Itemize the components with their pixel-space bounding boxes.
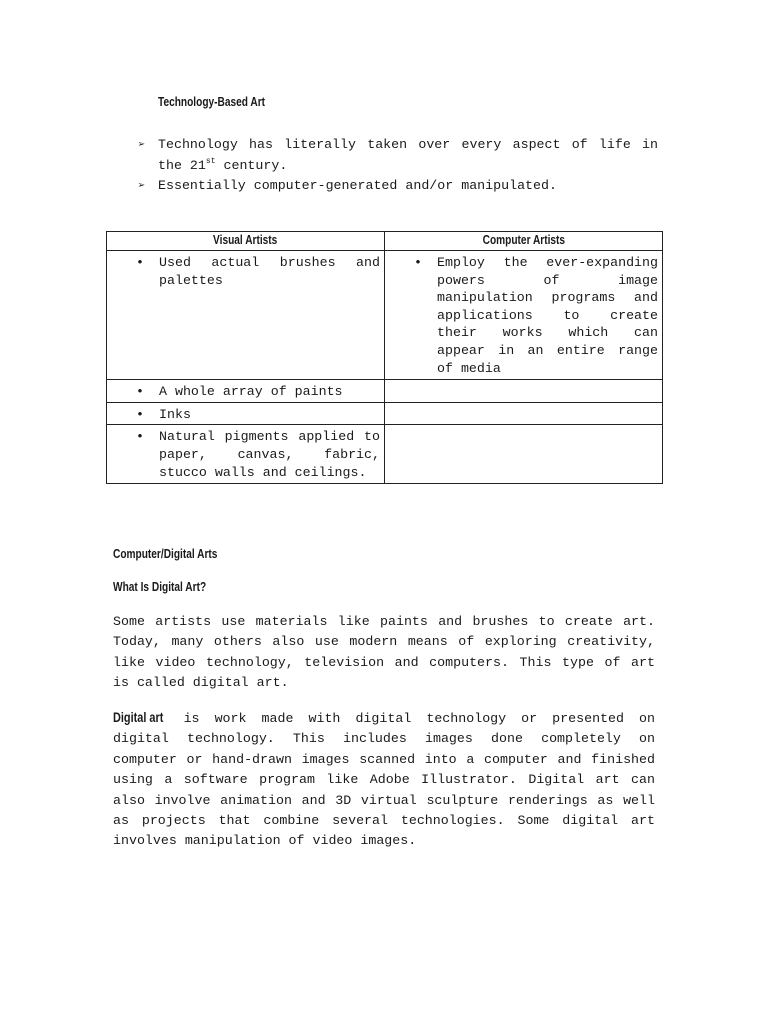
comparison-table [106,231,663,484]
table-header-row [107,232,663,251]
bullet-icon: • [136,255,144,270]
table-cell: • Inks [107,402,385,425]
list-item: ➢ Technology has literally taken over every aspect of life in the 21st century. [138,137,658,173]
table-cell: • Used actual brushes and palettes [107,251,385,380]
table-cell: • Employ the ever-expanding powers of image manipulation programs and applications to create their works which can appear in an entire range of media [385,251,663,380]
table-cell: • Natural pigments applied to paper, canvas, fabric, stucco walls and ceilings. [107,425,385,484]
list-item: ➢ Essentially computer-generated and/or manipulated. [138,176,658,197]
bullet-icon: • [136,406,144,422]
page-title: Technology-Based Art [158,94,266,109]
table-row [107,251,663,380]
arrow-bullet-icon: ➢ [138,138,146,152]
arrow-bullet-icon: ➢ [138,179,146,193]
table-row [107,425,663,484]
bullet-icon: • [414,255,422,270]
paragraph-lead-term: Digital art [113,709,164,725]
table-cell [385,380,663,403]
bullet-icon: • [136,429,144,445]
column-header: Visual Artists [107,232,385,251]
column-header: Computer Artists [385,232,663,251]
table-row [107,402,663,425]
intro-bullet-list [138,135,658,197]
bullet-icon: • [136,384,144,400]
table-cell [385,425,663,484]
table-cell [385,402,663,425]
table-row [107,380,663,403]
paragraph: Some artists use materials like paints and brushes to create art. Today, many others also use modern means of exploring creativity, like video technology, television and computers. This type of art is called digital art. [113,614,655,691]
table-cell: • A whole array of paints [107,380,385,403]
section-heading: Computer/Digital Arts [113,546,218,561]
paragraph: Digital art is work made with digital technology or presented on digital technology. This includes images done completely on computer or hand-drawn images scanned into a computer and finished using a software program like Adobe Illustrator. Digital art can also involve animation and 3D virtual sculpture renderings as well as projects that combine several technologies. Some digital art involves manipulation of video images. [113,709,655,849]
section-subheading: What Is Digital Art? [113,579,207,594]
